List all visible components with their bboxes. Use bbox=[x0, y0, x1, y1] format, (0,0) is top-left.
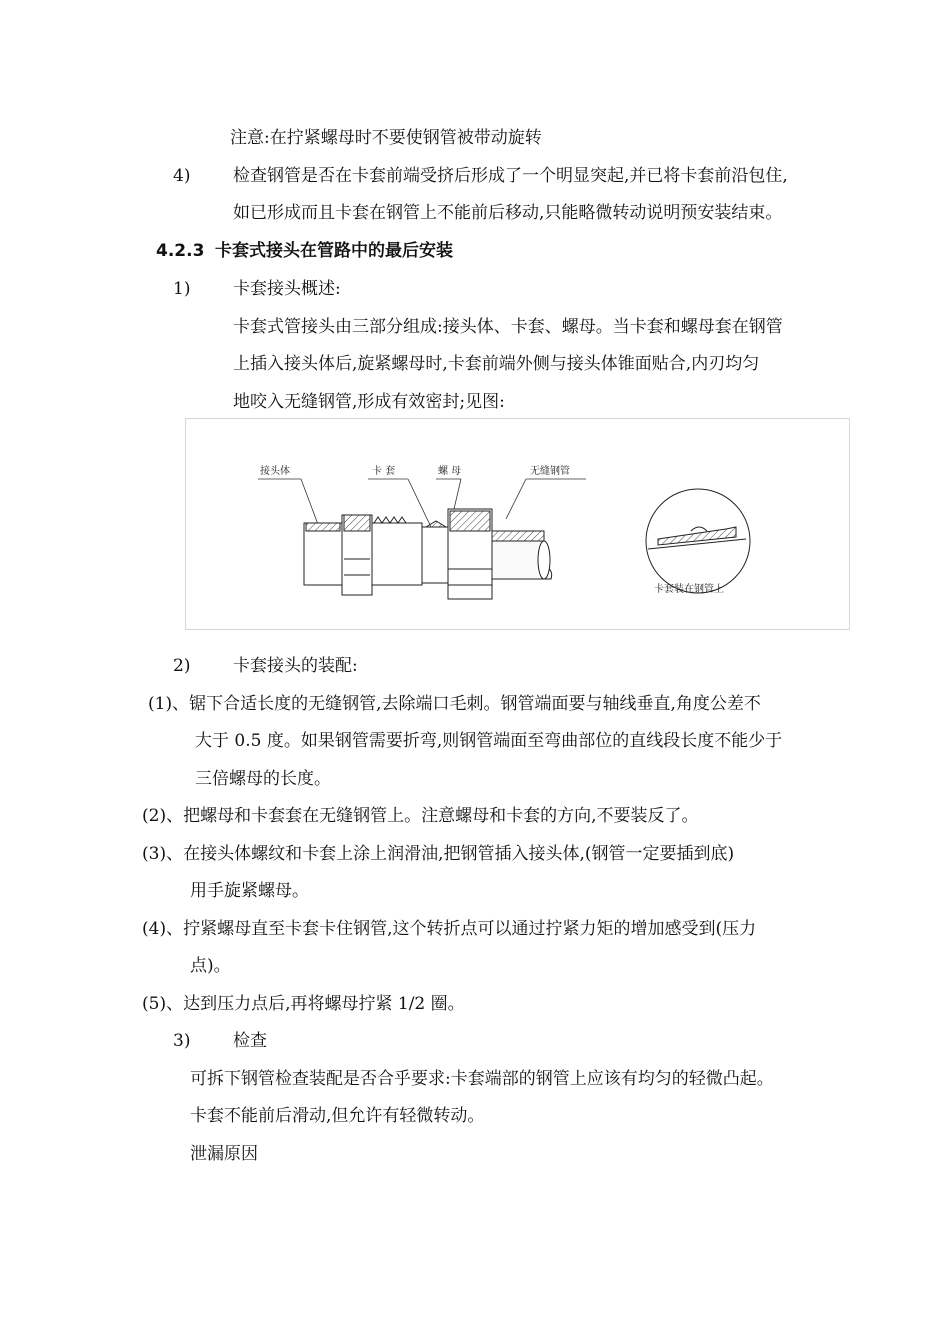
assembly-number: 2) bbox=[173, 656, 191, 676]
step1-line3: 三倍螺母的长度。 bbox=[195, 769, 331, 789]
check-number: 3) bbox=[173, 1031, 191, 1051]
nut-shape bbox=[448, 509, 492, 599]
fitting-drawing bbox=[186, 419, 849, 629]
section-number: 4.2.3 bbox=[156, 241, 205, 261]
leader-lines bbox=[258, 479, 586, 527]
label-fitting-body: 接头体 bbox=[260, 466, 290, 477]
label-seamless-pipe: 无缝钢管 bbox=[530, 466, 570, 477]
check-line2: 卡套不能前后滑动,但允许有轻微转动。 bbox=[190, 1106, 485, 1126]
overview-number: 1) bbox=[173, 279, 191, 299]
item4-number: 4) bbox=[173, 166, 191, 186]
detail-view bbox=[646, 489, 750, 593]
step1-line1: (1)、锯下合适长度的无缝钢管,去除端口毛刺。钢管端面要与轴线垂直,角度公差不 bbox=[148, 694, 761, 714]
step5-line: (5)、达到压力点后,再将螺母拧紧 1/2 圈。 bbox=[142, 994, 465, 1014]
overview-line3: 地咬入无缝钢管,形成有效密封;见图: bbox=[233, 392, 505, 412]
item4-line1: 检查钢管是否在卡套前端受挤后形成了一个明显突起,并已将卡套前沿包住, bbox=[233, 166, 788, 186]
step3-line1: (3)、在接头体螺纹和卡套上涂上润滑油,把钢管插入接头体,(钢管一定要插到底) bbox=[142, 844, 735, 864]
ferrule-fitting-figure bbox=[185, 418, 850, 630]
step4-line2: 点)。 bbox=[190, 956, 231, 976]
item4-line2: 如已形成而且卡套在钢管上不能前后移动,只能略微转动说明预安装结束。 bbox=[233, 203, 783, 223]
step3-line2: 用手旋紧螺母。 bbox=[190, 881, 309, 901]
check-line1: 可拆下钢管检查装配是否合乎要求:卡套端部的钢管上应该有均匀的轻微凸起。 bbox=[190, 1069, 774, 1089]
step2-line: (2)、把螺母和卡套套在无缝钢管上。注意螺母和卡套的方向,不要装反了。 bbox=[142, 806, 699, 826]
label-nut: 螺 母 bbox=[438, 466, 462, 477]
overview-line1: 卡套式管接头由三部分组成:接头体、卡套、螺母。当卡套和螺母套在钢管 bbox=[233, 317, 783, 337]
overview-title: 卡套接头概述: bbox=[233, 279, 341, 299]
overview-line2: 上插入接头体后,旋紧螺母时,卡套前端外侧与接头体锥面贴合,内刃均匀 bbox=[233, 354, 760, 374]
check-title: 检查 bbox=[233, 1031, 267, 1051]
step1-line2: 大于 0.5 度。如果钢管需要折弯,则钢管端面至弯曲部位的直线段长度不能少于 bbox=[195, 731, 783, 751]
assembly-title: 卡套接头的装配: bbox=[233, 656, 358, 676]
check-line3: 泄漏原因 bbox=[190, 1144, 258, 1164]
section-title: 卡套式接头在管路中的最后安装 bbox=[215, 241, 453, 261]
body-shape bbox=[304, 515, 448, 595]
label-ferrule: 卡 套 bbox=[372, 466, 396, 477]
step4-line1: (4)、拧紧螺母直至卡套卡住钢管,这个转折点可以通过拧紧力矩的增加感受到(压力 bbox=[142, 919, 757, 939]
label-detail-caption: 卡套装在钢管上 bbox=[654, 584, 724, 595]
note-text: 注意:在拧紧螺母时不要使钢管被带动旋转 bbox=[230, 128, 542, 148]
